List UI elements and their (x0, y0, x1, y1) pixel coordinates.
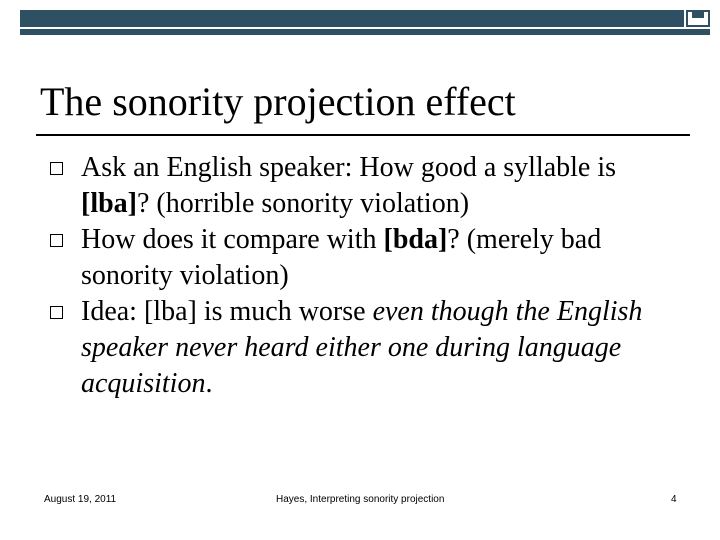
bullet-text (81, 224, 601, 291)
bullet-text (81, 152, 616, 219)
bullet-list (0, 150, 720, 402)
bullet-item (0, 294, 720, 402)
footer-page-number: 4 (671, 494, 677, 505)
bullet-text-run: ? (merely bad sonority violation) (81, 224, 602, 291)
square-bullet-icon (50, 306, 63, 319)
bullet-text (81, 296, 642, 399)
square-bullet-icon (50, 234, 63, 247)
bullet-text-run: [bda] (383, 224, 448, 255)
header-banner-line (20, 29, 710, 35)
bullet-text-run: [lba] (81, 188, 137, 219)
bullet-text-run: How does it compare with (81, 224, 384, 255)
bullet-text-run: Idea: [lba] is much worse (81, 296, 373, 327)
bullet-text-run: ? (horrible sonority violation) (137, 188, 470, 219)
square-bullet-icon (50, 162, 63, 175)
bullet-text-run: even though the English speaker never heard either one during language acquisition (81, 296, 643, 399)
bullet-text-run: Ask an English speaker: How good a syllable is (81, 152, 617, 183)
header-banner-box-fill (692, 10, 704, 18)
bullet-item (0, 222, 720, 294)
title-divider (36, 134, 690, 136)
footer-presentation-title: Hayes, Interpreting sonority projection (276, 494, 445, 505)
bullet-item (0, 150, 720, 222)
bullet-text-run: . (205, 368, 213, 399)
footer-date: August 19, 2011 (44, 494, 117, 505)
slide-title: The sonority projection effect (40, 79, 516, 124)
header-banner-stripe (20, 10, 684, 27)
